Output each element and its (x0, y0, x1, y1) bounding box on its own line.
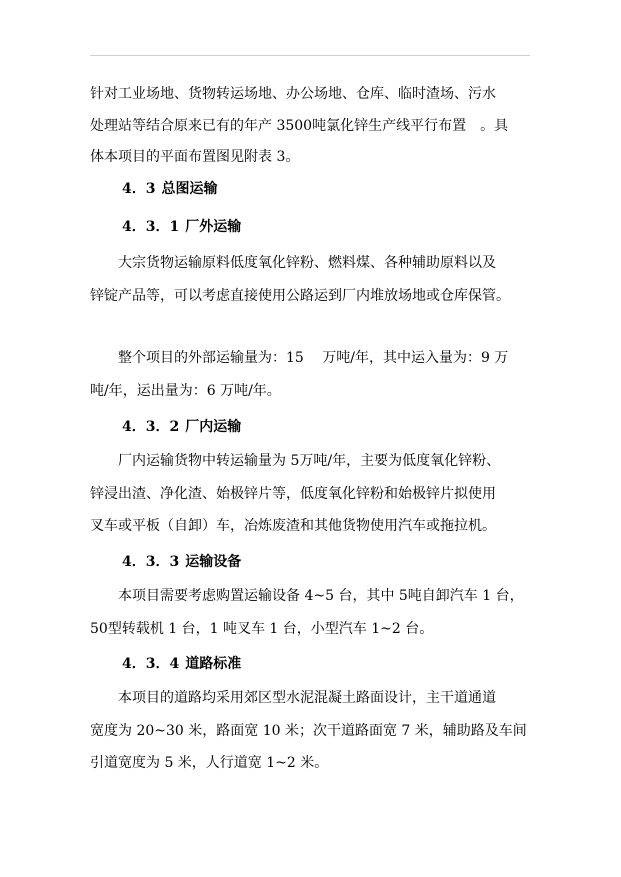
paragraph-line: 本项目需要考虑购置运输设备 4~5 台，其中 5吨自卸汽车 1 台， (118, 588, 524, 604)
paragraph-line: 大宗货物运输原料低度氧化锌粉、燃料煤、各种辅助原料以及 (118, 255, 496, 271)
section-heading-4-3-1 (122, 219, 241, 235)
section-heading-4-3-2 (122, 419, 241, 435)
section-title: 总图运输 (161, 181, 218, 197)
paragraph-line: 整个项目的外部运输量为：15 万吨/年，其中运入量为：9 万 (118, 350, 509, 366)
paragraph-line: 本项目的道路均采用郊区型水泥混凝土路面设计，主干道通道 (118, 690, 496, 706)
paragraph-line: 50型转载机 1 台，1 吨叉车 1 台，小型汽车 1~2 台。 (90, 621, 434, 637)
paragraph-line: 针对工业场地、货物转运场地、办公场地、仓库、临时渣场、污水 (90, 86, 496, 102)
section-title: 运输设备 (185, 554, 242, 570)
section-title: 厂内运输 (185, 419, 242, 435)
paragraph-line: 锌锭产品等，可以考虑直接使用公路运到厂内堆放场地或仓库保管。 (90, 288, 510, 304)
section-number: 4．3．4 (122, 656, 180, 672)
section-title: 厂外运输 (185, 219, 242, 235)
section-heading-4-3 (122, 181, 217, 197)
paragraph-line: 锌浸出渣、净化渣、始极锌片等，低度氧化锌粉和始极锌片拟使用 (90, 486, 496, 502)
paragraph-line: 吨/年，运出量为：6 万吨/年。 (90, 383, 281, 399)
section-number: 4．3．3 (122, 554, 180, 570)
paragraph-line: 厂内运输货物中转运输量为 5万吨/年，主要为低度氧化锌粉、 (118, 453, 501, 469)
section-title: 道路标准 (185, 656, 242, 672)
paragraph-line: 宽度为 20~30 米，路面宽 10 米；次干道路面宽 7 米，辅助路及车间 (90, 723, 527, 739)
section-number: 4．3．2 (122, 419, 180, 435)
paragraph-line: 体本项目的平面布置图见附表 3。 (90, 149, 300, 165)
section-heading-4-3-3 (122, 554, 241, 570)
header-rule (90, 55, 530, 56)
section-heading-4-3-4 (122, 656, 241, 672)
section-number: 4．3．1 (122, 219, 180, 235)
paragraph-line: 叉车或平板（自卸）车，冶炼废渣和其他货物使用汽车或拖拉机。 (90, 518, 496, 534)
paragraph-line: 处理站等结合原来已有的年产 3500吨氯化锌生产线平行布置 。具 (90, 118, 509, 134)
section-number: 4．3 (122, 181, 156, 197)
paragraph-line: 引道宽度为 5 米，人行道宽 1~2 米。 (90, 755, 329, 771)
